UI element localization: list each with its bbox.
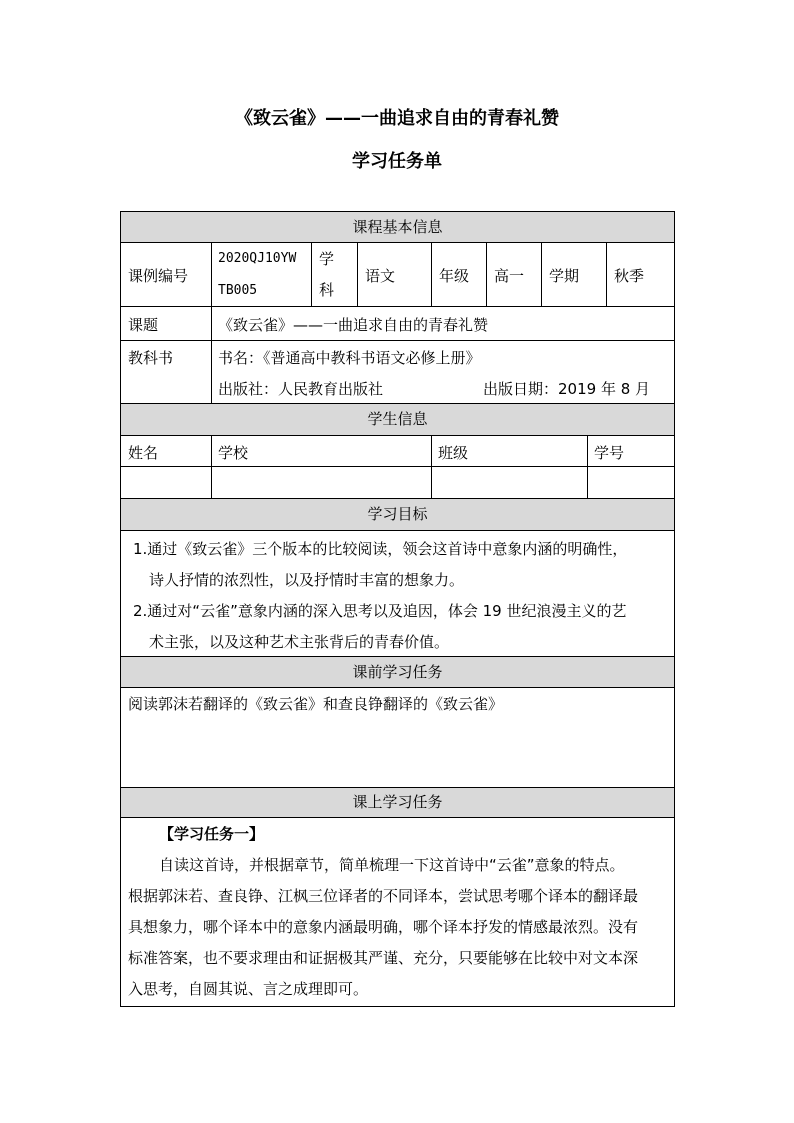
- case-no-value-cell: [211, 242, 312, 307]
- school-label-cell: [211, 435, 432, 467]
- grade-label: 年级: [439, 267, 470, 285]
- task-one-title: 【学习任务一】: [159, 825, 265, 843]
- task-one-line-1: 自读这首诗，并根据章节，简单梳理一下这首诗中“云雀”意象的特点。: [159, 856, 625, 874]
- goal-item-2-line-1: 2.通过对“云雀”意象内涵的深入思考以及追因，体会 19 世纪浪漫主义的艺: [133, 602, 627, 620]
- textbook-name: 书名：《普通高中教科书语文必修上册》: [218, 349, 481, 367]
- textbook-label-cell: [120, 340, 212, 404]
- document-subtitle: 学习任务单: [352, 151, 442, 172]
- section-header-goals: [120, 498, 675, 531]
- grade-value-cell: [486, 242, 542, 307]
- textbook-pub-date: 出版日期：2019 年 8 月: [483, 380, 651, 398]
- in-class-content-cell: [120, 817, 675, 1007]
- term-label-cell: [541, 242, 607, 307]
- document-title: 《致云雀》——一曲追求自由的青春礼赞: [235, 108, 559, 129]
- section-header-student-info: [120, 403, 675, 436]
- task-one-line-2: 根据郭沫若、查良铮、江枫三位译者的不同译本，尝试思考哪个译本的翻译最: [128, 887, 639, 905]
- subject-value-cell: [357, 242, 432, 307]
- case-no-label-cell: [120, 242, 212, 307]
- section-header-pre-class: [120, 656, 675, 688]
- task-one-line-3: 具想象力，哪个译本中的意象内涵最明确，哪个译本抒发的情感最浓烈。没有: [128, 918, 639, 936]
- name-label-cell: [120, 435, 212, 467]
- case-no-value-line1: 2020QJ10YW: [218, 251, 297, 266]
- section-header-label: 课前学习任务: [352, 663, 443, 681]
- student-id-label: 学号: [594, 444, 625, 462]
- subject-label-char2: 科: [319, 281, 335, 299]
- subject-label-cell: [311, 242, 358, 307]
- term-value-cell: [606, 242, 675, 307]
- grade-label-cell: [431, 242, 487, 307]
- student-id-label-cell: [587, 435, 675, 467]
- section-header-in-class: [120, 787, 675, 818]
- subject-value: 语文: [365, 267, 396, 285]
- goal-item-1-line-1: 1.通过《致云雀》三个版本的比较阅读，领会这首诗中意象内涵的明确性，: [133, 540, 628, 558]
- class-label: 班级: [438, 444, 469, 462]
- school-label: 学校: [218, 444, 249, 462]
- class-label-cell: [431, 435, 588, 467]
- topic-value-cell: [211, 306, 675, 341]
- section-header-label: 课程基本信息: [352, 218, 443, 236]
- section-header-label: 课上学习任务: [352, 793, 443, 811]
- topic-value: 《致云雀》——一曲追求自由的青春礼赞: [218, 316, 489, 334]
- section-header-label: 学生信息: [367, 410, 428, 428]
- term-label: 学期: [549, 267, 580, 285]
- pre-class-content-cell: [120, 687, 675, 788]
- name-label: 姓名: [128, 444, 159, 462]
- textbook-publisher: 出版社：人民教育出版社: [218, 380, 384, 398]
- student-id-value-cell[interactable]: [587, 466, 675, 499]
- textbook-label: 教科书: [128, 349, 174, 367]
- goal-item-2-line-2: 术主张，以及这种艺术主张背后的青春价值。: [149, 633, 450, 651]
- grade-value: 高一: [494, 267, 525, 285]
- subject-label-char1: 学: [319, 250, 335, 268]
- task-one-line-5: 入思考，自圆其说、言之成理即可。: [128, 980, 369, 998]
- topic-label-cell: [120, 306, 212, 341]
- case-no-value-line2: TB005: [218, 283, 258, 298]
- pre-class-task-text: 阅读郭沫若翻译的《致云雀》和查良铮翻译的《致云雀》: [128, 695, 504, 713]
- goal-item-1-line-2: 诗人抒情的浓烈性，以及抒情时丰富的想象力。: [149, 571, 465, 589]
- task-one-line-4: 标准答案，也不要求理由和证据极其严谨、充分，只要能够在比较中对文本深: [128, 949, 639, 967]
- topic-label: 课题: [128, 316, 159, 334]
- term-value: 秋季: [614, 267, 645, 285]
- section-header-basic-info: [120, 211, 675, 243]
- textbook-value-cell: [211, 340, 675, 404]
- case-no-label: 课例编号: [128, 267, 189, 285]
- goals-content-cell: [120, 530, 675, 657]
- school-value-cell[interactable]: [211, 466, 432, 499]
- class-value-cell[interactable]: [431, 466, 588, 499]
- section-header-label: 学习目标: [367, 505, 428, 523]
- name-value-cell[interactable]: [120, 466, 212, 499]
